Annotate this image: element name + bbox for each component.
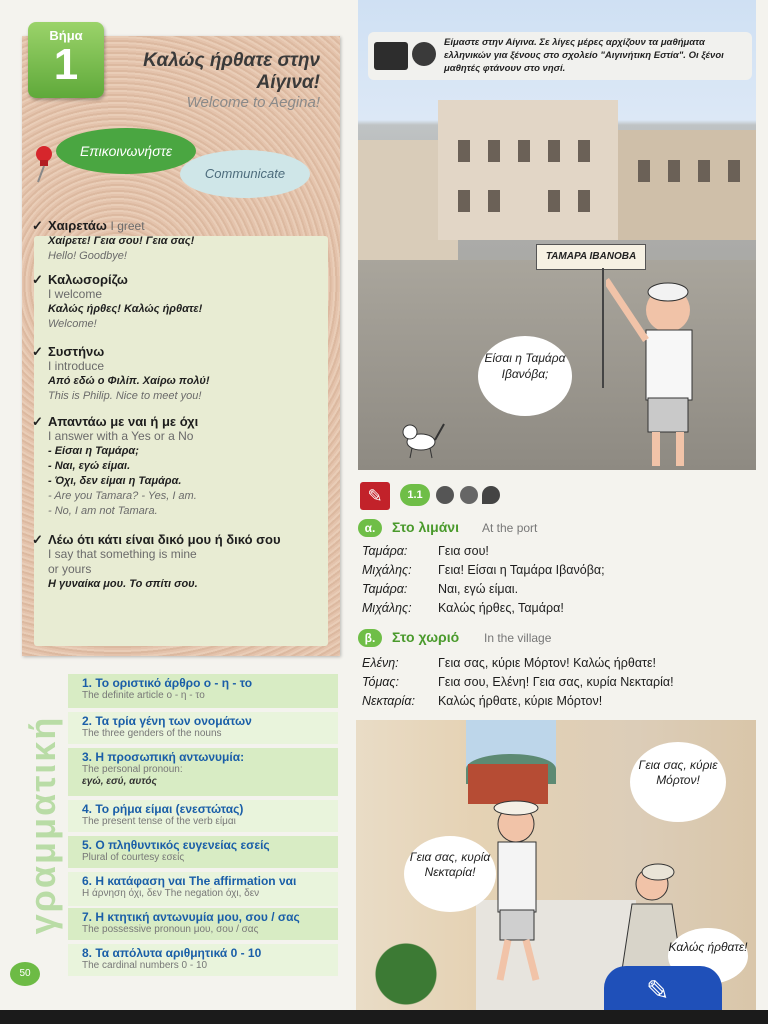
dialogue-text: Καλώς ήρθες, Ταμάρα! <box>438 601 564 615</box>
dialogue-speaker: Νεκταρία: <box>362 694 415 708</box>
speech-bubble-left: Γεια σας, κυρία Νεκταρία! <box>404 836 496 912</box>
function-heading-greek: Συστήνω <box>48 344 105 359</box>
cartoon-man-michalis <box>606 270 736 470</box>
edit-pen-icon: ✎ <box>646 975 670 1006</box>
dialogue-speaker: Μιχάλης: <box>362 601 412 615</box>
edit-button[interactable] <box>604 966 722 1010</box>
speech-bubble-top: Γεια σας, κύριε Μόρτον! <box>630 742 726 822</box>
check-icon: ✓ <box>32 272 43 287</box>
caption-text: Είμαστε στην Αίγινα. Σε λίγες μέρες αρχίζουν τα μαθήματα ελληνικών για ξένους στο σχολείο "Αιγινήτικη Εστία". Οι ξένοι μαθητές φτάνουν στο νησί. <box>444 37 724 74</box>
name-sign: ΤΑΜΑΡΑ ΙΒΑΝΟΒΑ <box>536 244 646 270</box>
section-b-english: In the village <box>484 631 552 645</box>
page-subtitle: Welcome to Aegina! <box>186 94 320 111</box>
grammar-item <box>68 872 338 906</box>
page-number: 50 <box>10 962 40 986</box>
grammar-item-subtitle: Plural of courtesy εσείς <box>82 852 185 863</box>
grammar-item <box>68 944 338 976</box>
check-icon: ✓ <box>32 344 43 359</box>
grammar-item-title: 1. Το οριστικό άρθρο ο - η - το <box>82 676 253 690</box>
grammar-item-subtitle: The possessive pronoun μου, σου / σας <box>82 924 259 935</box>
audio-track-number: 1.1 <box>400 484 430 506</box>
grammar-item <box>68 674 338 708</box>
dialogue-line <box>362 656 752 674</box>
function-line: - Όχι, δεν είμαι η Ταμάρα. <box>48 475 182 487</box>
grammar-side-label <box>10 700 63 950</box>
grammar-item-title: 3. Η προσωπική αντωνυμία: <box>82 750 245 764</box>
bottom-bar <box>0 1010 768 1024</box>
speech-bubble-port: Είσαι η Ταμάρα Ιβανόβα; <box>478 336 572 416</box>
grammar-item <box>68 908 338 940</box>
grammar-item-title: 2. Τα τρία γένη των ονομάτων <box>82 714 252 728</box>
grammar-item-example: εγώ, εσύ, αυτός <box>82 776 157 787</box>
function-line: - No, I am not Tamara. <box>48 505 158 517</box>
grammar-item-title: 5. Ο πληθυντικός ευγενείας εσείς <box>82 838 270 852</box>
function-line: This is Philip. Nice to meet you! <box>48 390 202 402</box>
check-icon: ✓ <box>32 414 43 429</box>
function-line: - Are you Tamara? - Yes, I am. <box>48 490 197 502</box>
grammar-vertical-text: γραμματική <box>22 715 63 935</box>
check-icon: ✓ <box>32 532 43 547</box>
function-heading <box>48 272 318 287</box>
function-line: Hello! Goodbye! <box>48 250 127 262</box>
grammar-item <box>68 748 338 796</box>
grammar-item-title: 7. Η κτητική αντωνυμία μου, σου / σας <box>82 910 300 924</box>
grammar-item-title: 6. Η κατάφαση ναι The affirmation ναι <box>82 874 297 888</box>
grammar-item-subtitle: The definite article ο - η - το <box>82 690 205 701</box>
lesson-badge <box>28 22 104 98</box>
function-heading-greek: Καλωσορίζω <box>48 272 128 287</box>
dialogue-line <box>362 582 752 600</box>
function-line: Από εδώ ο Φιλίπ. Χαίρω πολύ! <box>48 375 210 387</box>
grammar-item-subtitle: Η άρνηση όχι, δεν The negation όχι, δεν <box>82 888 260 899</box>
function-line: Η γυναίκα μου. Το σπίτι σου. <box>48 578 198 590</box>
lesson-icon-strip <box>360 482 520 510</box>
function-line: I introduce <box>48 359 105 373</box>
section-a-letter: α. <box>358 519 382 537</box>
dialogue-line <box>362 694 752 712</box>
dialogue-speaker: Ταμάρα: <box>362 544 408 558</box>
function-heading-greek: Χαιρετάω <box>48 218 107 233</box>
speak-icon <box>482 486 500 504</box>
function-heading-greek: Απαντάω με ναι ή με όχι <box>48 414 199 429</box>
port-photo <box>358 0 756 470</box>
dialogue-text: Γεια σου! <box>438 544 489 558</box>
cartoon-cat <box>396 410 446 460</box>
dialogue-line <box>362 544 752 562</box>
audio-icon[interactable] <box>412 42 436 66</box>
function-line: Χαίρετε! Γεια σου! Γεια σας! <box>48 235 195 247</box>
listen-icon[interactable] <box>436 486 454 504</box>
scene-caption <box>368 32 752 80</box>
function-item <box>32 532 318 592</box>
section-a-greek: Στο λιμάνι <box>392 519 459 535</box>
grammar-item-subtitle: The present tense of the verb είμαι <box>82 816 236 827</box>
read-icon <box>460 486 478 504</box>
potted-plant <box>356 920 456 1010</box>
grammar-item <box>68 836 338 868</box>
grammar-item-title: 4. Το ρήμα είμαι (ενεστώτας) <box>82 802 244 816</box>
dialogue-speaker: Ελένη: <box>362 656 399 670</box>
function-heading <box>48 344 318 359</box>
function-line: I say that something is mine <box>48 547 197 561</box>
communicate-bubble-greek: Επικοινωνήστε <box>56 128 196 174</box>
dialogue-line <box>362 563 752 581</box>
function-heading <box>48 414 318 429</box>
function-line: I welcome <box>48 287 103 301</box>
dialogue-text: Ναι, εγώ είμαι. <box>438 582 519 596</box>
grammar-item <box>68 800 338 832</box>
dialogue-speaker: Μιχάλης: <box>362 563 412 577</box>
function-line: Καλώς ήρθες! Καλώς ήρθατε! <box>48 303 203 315</box>
dialogue-speaker: Ταμάρα: <box>362 582 408 596</box>
sign-pole <box>602 268 604 388</box>
speech-bubble-bottom: Καλώς ήρθατε! <box>668 928 748 984</box>
function-line: - Είσαι η Ταμάρα; <box>48 445 139 457</box>
function-line: I answer with a Yes or a No <box>48 429 194 443</box>
building-right <box>618 130 756 240</box>
grammar-item-title: 8. Τα απόλυτα αριθμητικά 0 - 10 <box>82 946 262 960</box>
grammar-item-subtitle: The three genders of the nouns <box>82 728 222 739</box>
grammar-item-subtitle: The cardinal numbers 0 - 10 <box>82 960 208 971</box>
exercise-icon: ✎ <box>360 482 390 510</box>
function-item <box>32 414 318 519</box>
function-line: or yours <box>48 562 92 576</box>
clapperboard-icon <box>374 42 408 70</box>
section-b-letter: β. <box>358 629 382 647</box>
dialogue-line <box>362 601 752 619</box>
function-line: - Ναι, εγώ είμαι. <box>48 460 131 472</box>
dialogue-speaker: Τόμας: <box>362 675 399 689</box>
section-b-header <box>358 628 758 648</box>
page-title: Καλώς ήρθατε στην Αίγινα! <box>143 50 320 93</box>
communicate-bubble-english: Communicate <box>180 150 310 198</box>
section-b-greek: Στο χωριό <box>392 629 460 645</box>
lesson-word: Βήμα <box>49 28 83 43</box>
dialogue-line <box>362 675 752 693</box>
push-pin-icon <box>30 144 58 184</box>
building-main <box>438 100 618 240</box>
dialogue-text: Γεια σας, κύριε Μόρτον! Καλώς ήρθατε! <box>438 656 657 670</box>
section-a-english: At the port <box>482 521 538 535</box>
section-a-header <box>358 518 758 538</box>
function-item <box>32 344 318 404</box>
function-heading-greek: Λέω ότι κάτι είναι δικό μου ή δικό σου <box>48 532 281 547</box>
function-heading <box>48 218 318 234</box>
dialogue-text: Γεια σου, Ελένη! Γεια σας, κυρία Νεκταρία! <box>438 675 674 689</box>
lesson-number: 1 <box>53 40 79 89</box>
function-heading-english: I greet <box>110 219 145 233</box>
function-line: Welcome! <box>48 318 97 330</box>
function-item <box>32 272 318 332</box>
function-item <box>32 218 318 264</box>
function-heading <box>48 532 318 547</box>
grammar-item <box>68 712 338 744</box>
dialogue-text: Γεια! Είσαι η Ταμάρα Ιβανόβα; <box>438 563 605 577</box>
check-icon: ✓ <box>32 218 43 233</box>
dialogue-text: Καλώς ήρθατε, κύριε Μόρτον! <box>438 694 603 708</box>
grammar-item-subtitle: The personal pronoun: <box>82 764 183 775</box>
